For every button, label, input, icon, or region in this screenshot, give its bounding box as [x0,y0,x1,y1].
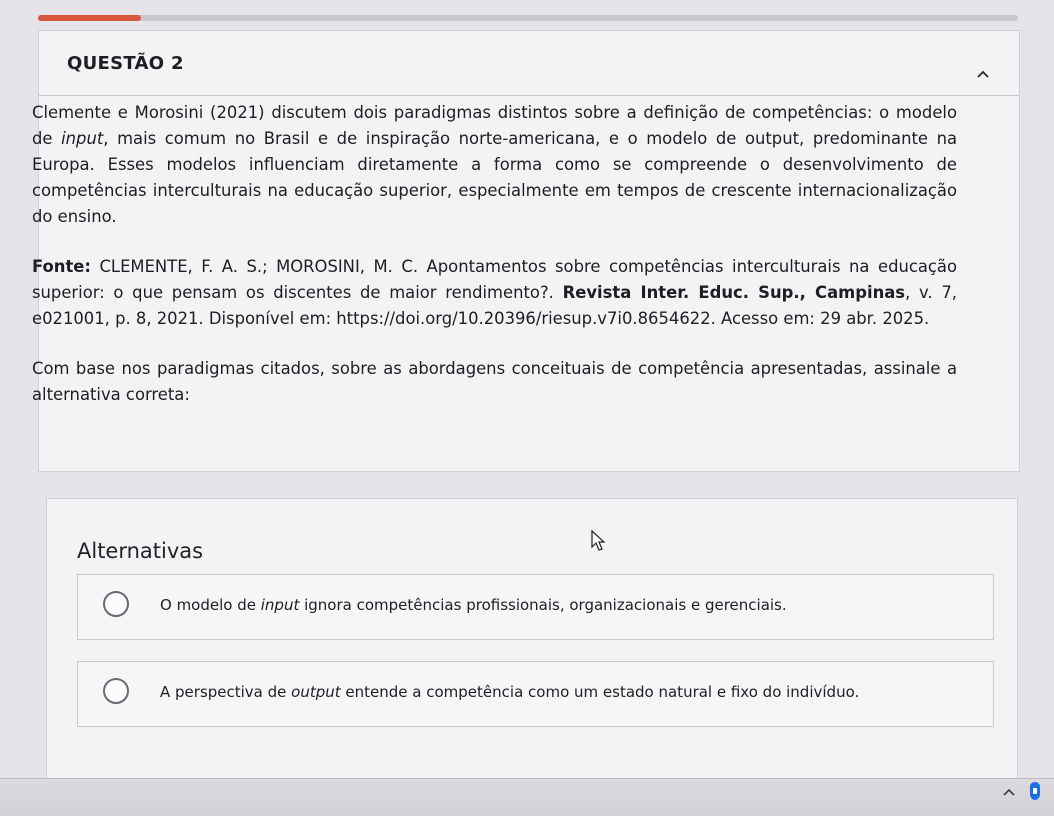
bottom-bar [0,778,1054,816]
alternatives-title: Alternativas [77,539,204,563]
question-paragraph: Clemente e Morosini (2021) discutem dois paradigmas distintos sobre a definição de competências: o modelo de input, mais comum no Brasil e de inspiração norte-americana, e o modelo de output, predominante na Europa. Esses modelos influenciam diretamente a forma como se compreende o desenvolvimento de competências interculturais na educação superior, especialmente em tempos de crescente internacionalização do ensino. [32,103,958,226]
question-text [32,100,957,408]
alternatives-card [46,498,1018,816]
option-label: A perspectiva de output entende a competência como um estado natural e fixo do indivíduo. [160,683,860,701]
question-prompt: Com base nos paradigmas citados, sobre as abordagens conceituais de competência apresentadas, assinale a alternativa correta: [32,359,957,404]
shield-icon[interactable] [1028,781,1042,801]
radio-button[interactable] [103,678,129,704]
chevron-up-icon[interactable] [973,67,993,83]
question-header[interactable] [39,31,1019,96]
question-source: Fonte: CLEMENTE, F. A. S.; MOROSINI, M. C. Apontamentos sobre competências interculturais na educação superior: o que pensam os discentes de maior rendimento?. Revista Inter. Educ. Sup., Campinas, v. 7, e021001, p. 8, 2021. Disponível em: https://doi.org/10.20396/riesup.v7i0.8654622. Acesso em: 29 abr. 2025. [32,257,957,328]
option-label: O modelo de input ignora competências profissionais, organizacionais e gerenciais. [160,596,787,614]
mouse-cursor-icon [590,530,606,552]
radio-button[interactable] [103,591,129,617]
chevron-up-icon[interactable] [1002,785,1016,801]
option-b[interactable] [77,661,994,727]
progress-bar-fill [38,15,141,21]
question-title: QUESTÃO 2 [67,53,184,74]
progress-bar [38,15,1018,21]
option-a[interactable] [77,574,994,640]
